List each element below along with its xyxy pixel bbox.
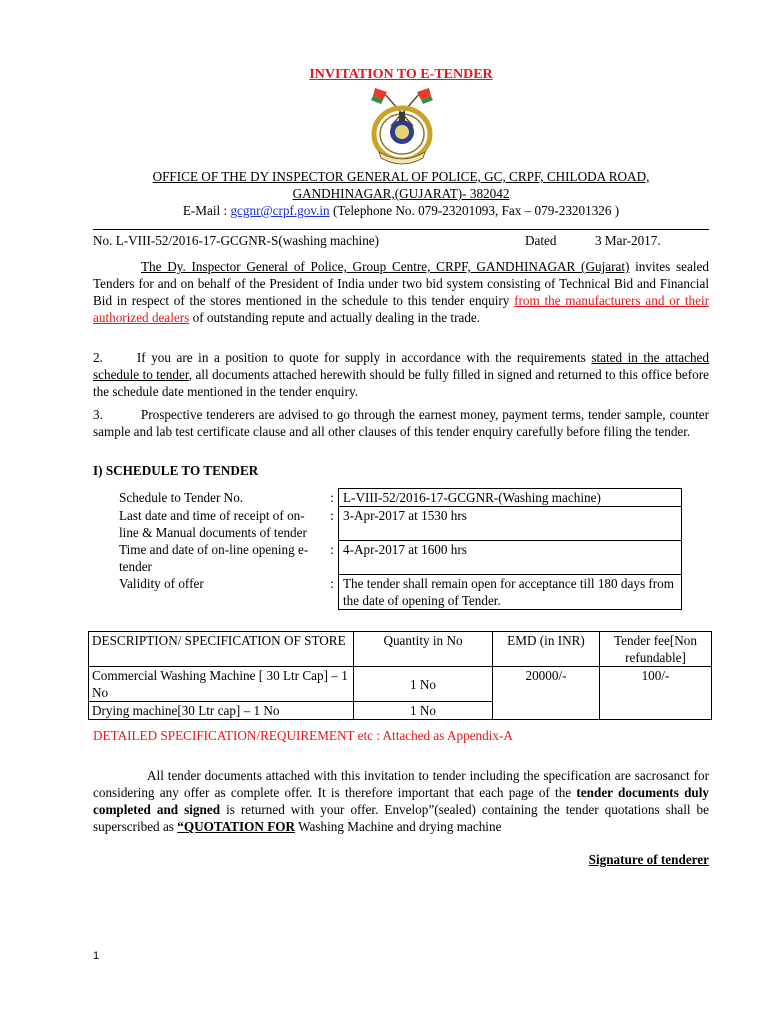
schedule-value: The tender shall remain open for acceptance till 180 days from the date of opening of Tender.: [339, 575, 682, 610]
para2-underlined: stated in the attached schedule to tender: [93, 350, 710, 382]
schedule-table: [116, 488, 682, 610]
office-contact: [93, 202, 709, 219]
page-number: 1: [93, 950, 100, 962]
para4-bold-underlined: “QUOTATION FOR: [177, 819, 296, 834]
para2-number: 2.: [93, 350, 103, 365]
para2-text-a: If you are in a position to quote for supply in accordance with the requirements: [136, 350, 592, 365]
para1-underlined: The Dy. Inspector General of Police, Group Centre, CRPF, GANDHINAGAR (Gujarat): [141, 259, 630, 274]
dated-label: Dated: [525, 233, 557, 248]
paragraph-1: [93, 258, 709, 326]
office-line-2: GANDHINAGAR,(GUJARAT)- 382042: [292, 186, 510, 201]
detailed-specification-note: DETAILED SPECIFICATION/REQUIREMENT etc : Attached as Appendix-A: [93, 728, 513, 743]
schedule-colon: :: [330, 575, 334, 591]
para4-bold: tender documents duly completed and signed: [93, 785, 709, 817]
paragraph-4: [93, 767, 709, 835]
phone-fax: (Telephone No. 079-23201093, Fax – 079-23201326 ): [329, 203, 620, 218]
schedule-heading: I) SCHEDULE TO TENDER: [93, 463, 259, 478]
table-row: [116, 541, 682, 575]
item-quantity: 1 No: [354, 702, 493, 720]
table-row: [116, 489, 682, 507]
reference-date: 3 Mar-2017.: [595, 233, 661, 248]
emd-value: 20000/-: [493, 667, 600, 720]
schedule-value: 3-Apr-2017 at 1530 hrs: [339, 507, 682, 541]
reference-line: [93, 232, 709, 249]
para4-text-c: Washing Machine and drying machine: [295, 819, 502, 834]
paragraph-3: [93, 406, 709, 440]
para2-text-b: , all documents attached herewith should be fully filled in signed and returned to this office before the schedule date mentioned in the tender enquiry.: [93, 367, 709, 399]
para4-text-a: All tender documents attached with this invitation to tender including the specification are sacrosanct for considering any offer as complete offer. It is therefore important that each page of the: [93, 768, 709, 800]
schedule-value: L-VIII-52/2016-17-GCGNR-(Washing machine): [339, 489, 682, 507]
tender-fee-value: 100/-: [600, 667, 712, 720]
office-address: [93, 168, 709, 219]
para3-number: 3.: [93, 407, 103, 422]
crpf-emblem: [361, 86, 443, 166]
email-label: E-Mail :: [182, 203, 231, 218]
schedule-colon: :: [330, 489, 334, 505]
description-table: [88, 631, 712, 720]
table-row: [89, 667, 712, 702]
header-quantity: Quantity in No: [354, 632, 493, 667]
table-row: [116, 507, 682, 541]
schedule-label: Validity of offer: [119, 575, 204, 591]
item-quantity: 1 No: [354, 667, 493, 702]
schedule-label: Time and date of on-line opening e-tender: [119, 541, 309, 574]
signature-of-tenderer: Signature of tenderer: [588, 852, 709, 867]
office-line-1: OFFICE OF THE DY INSPECTOR GENERAL OF POLICE, GC, CRPF, CHILODA ROAD,: [152, 169, 650, 184]
item-description: Drying machine[30 Ltr cap] – 1 No: [89, 702, 354, 720]
para1-text-a: invites sealed Tenders for and on behalf of the President of India under two bid system consisting of Technical Bid and Financial Bid in respect of the stores mentioned in the schedule to this tender enquiry: [93, 259, 709, 308]
header-divider: [93, 229, 709, 230]
item-description: Commercial Washing Machine [ 30 Ltr Cap] – 1 No: [89, 667, 354, 702]
email-link[interactable]: gcgnr@crpf.gov.in: [230, 203, 330, 218]
reference-number: No. L-VIII-52/2016-17-GCGNR-S(washing machine): [93, 233, 380, 248]
schedule-colon: :: [330, 507, 334, 523]
header-emd: EMD (in INR): [493, 632, 600, 667]
header-description: DESCRIPTION/ SPECIFICATION OF STORE: [89, 632, 354, 667]
schedule-colon: :: [330, 541, 334, 557]
schedule-value: 4-Apr-2017 at 1600 hrs: [339, 541, 682, 575]
para1-text-b: of outstanding repute and actually dealing in the trade.: [189, 310, 481, 325]
paragraph-2: [93, 349, 709, 400]
table-row: [116, 575, 682, 610]
header-tender-fee: Tender fee[Non refundable]: [600, 632, 712, 667]
para1-red: from the manufacturers and or their authorized dealers: [93, 293, 709, 325]
para4-text-b: is returned with your offer. Envelop”(sealed) containing the tender quotations shall be superscribed as: [93, 802, 709, 834]
table-header-row: [89, 632, 712, 667]
document-title: INVITATION TO E-TENDER: [309, 67, 493, 82]
schedule-label: Last date and time of receipt of on-line & Manual documents of tender: [119, 507, 307, 540]
para3-text: Prospective tenderers are advised to go through the earnest money, payment terms, tender sample, counter sample and lab test certificate clause and all other clauses of this tender enquiry carefully before filing the tender.: [93, 407, 709, 439]
schedule-label: Schedule to Tender No.: [119, 489, 244, 505]
